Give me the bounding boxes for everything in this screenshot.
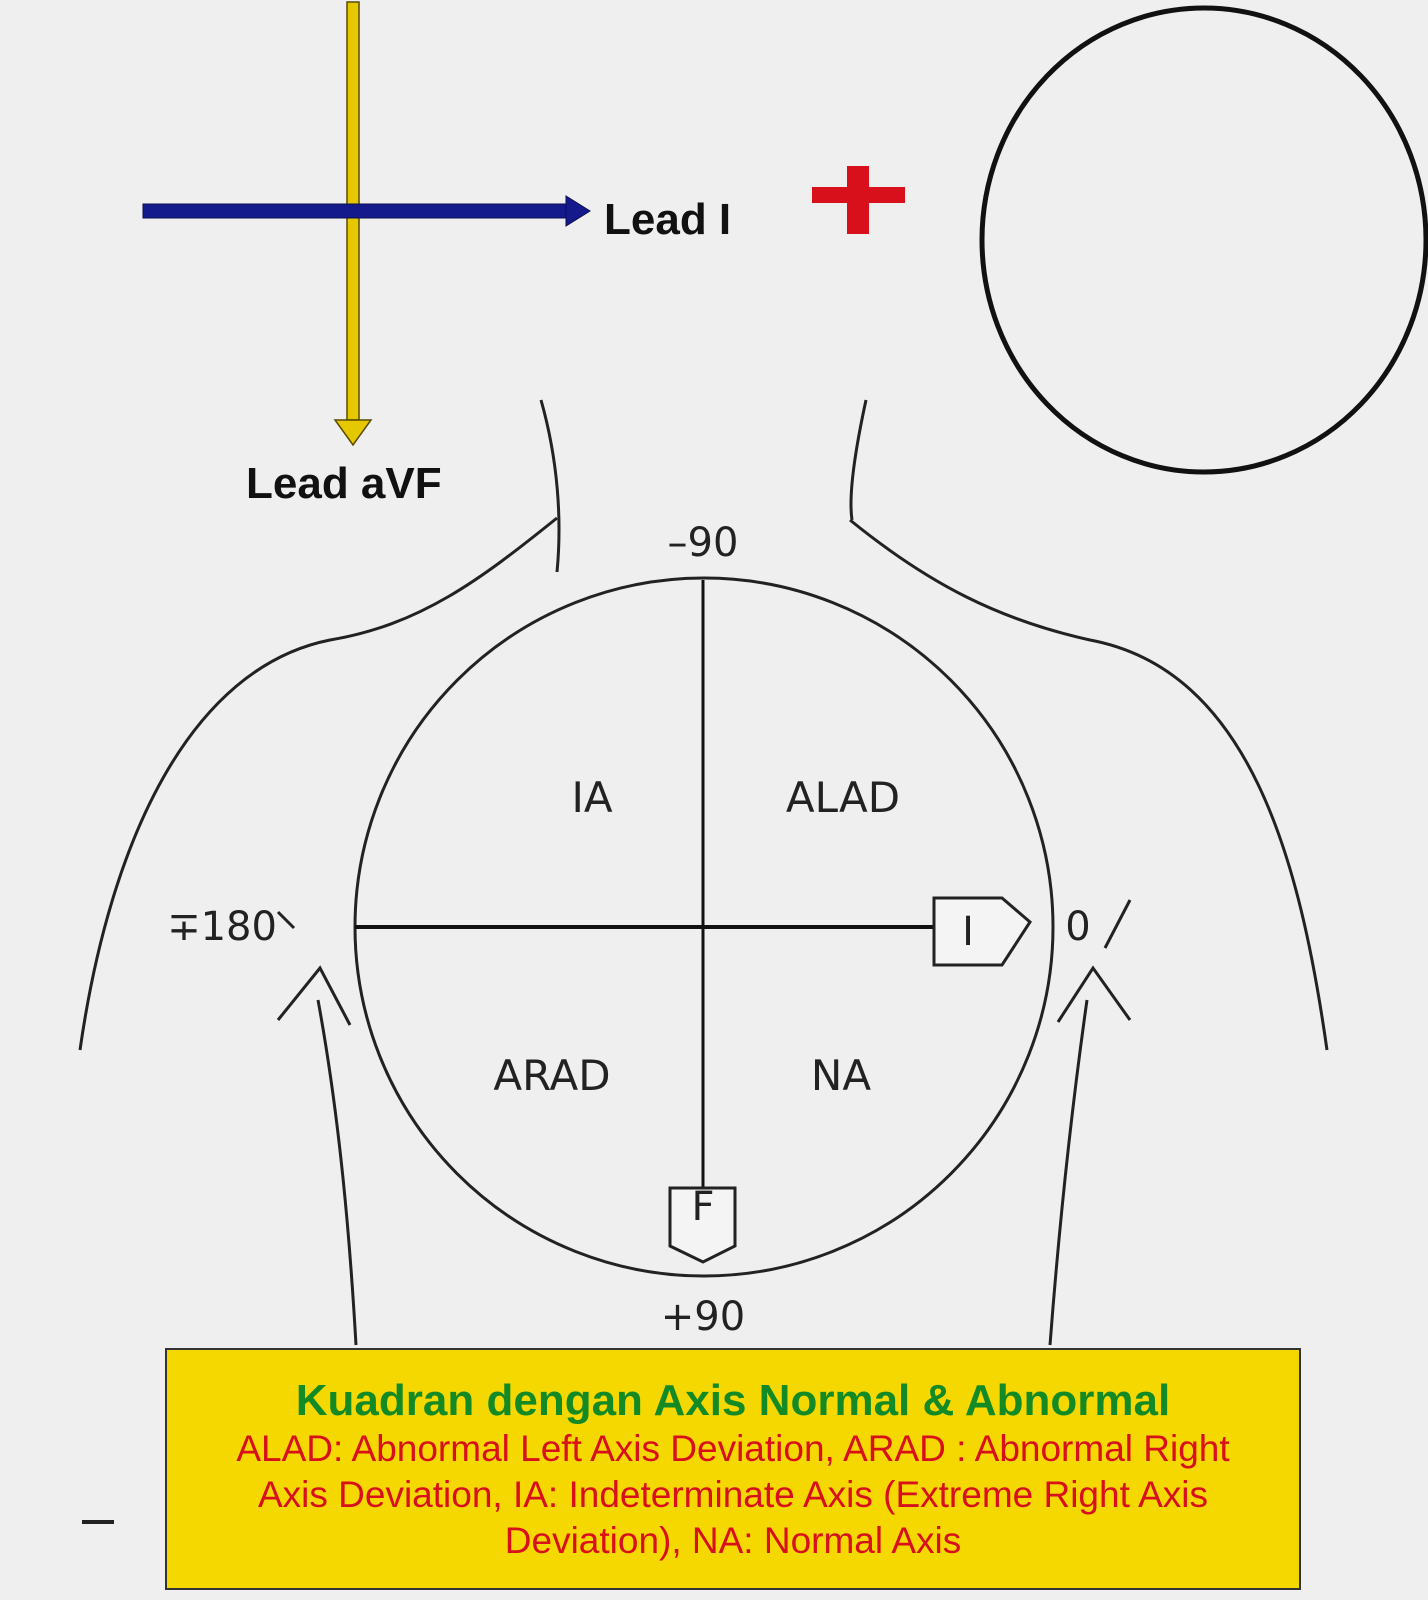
- quadrant-label-na: NA: [810, 1051, 872, 1100]
- degree-label-left: ∓180: [167, 904, 277, 950]
- lead-i-label: Lead I: [604, 195, 732, 244]
- empty-circle: [982, 8, 1426, 472]
- lead-f-box-label: F: [691, 1184, 715, 1230]
- lead-i-box-label: I: [962, 909, 974, 955]
- legend-box: [165, 1348, 1301, 1590]
- legend-body: ALAD: Abnormal Left Axis Deviation, ARAD : Abnormal Right Axis Deviation, IA: Indeterminate Axis (Extreme Right Axis Deviation), NA: Normal Axis: [236, 1428, 1230, 1561]
- stray-mark: [82, 1520, 114, 1524]
- lead-avf-label: Lead aVF: [246, 459, 442, 508]
- quadrant-label-arad: ARAD: [493, 1051, 611, 1100]
- degree-label-right: 0: [1065, 904, 1091, 950]
- degree-label-bottom: +90: [660, 1294, 746, 1340]
- lead-i-box-arrow: [934, 898, 1030, 965]
- quadrant-label-alad: ALAD: [785, 773, 901, 822]
- lead-i-arrow: [143, 196, 590, 226]
- quadrant-label-ia: IA: [571, 773, 613, 822]
- lead-avf-arrow: [335, 2, 371, 445]
- plus-sign-icon: [812, 166, 905, 234]
- legend-title: Kuadran dengan Axis Normal & Abnormal: [295, 1376, 1171, 1425]
- degree-label-top: –90: [667, 520, 739, 566]
